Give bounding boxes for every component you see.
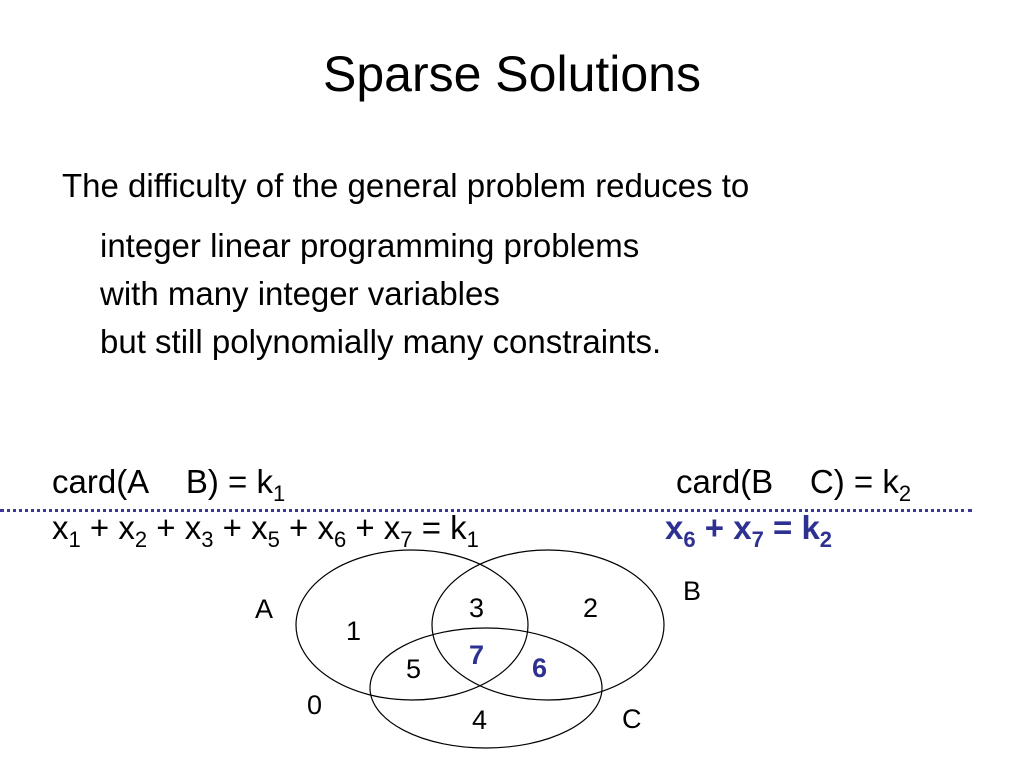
label-set-c: C	[622, 704, 642, 734]
sum2-x6: $x_6$	[665, 509, 696, 552]
sum-equation-k1: $x_1 + x_2 + x_3 + x_5 + x_6 + x_7 = k_1$	[52, 509, 479, 552]
sum1-x7: $x_7$	[383, 509, 413, 552]
sum1-x2: $x_2$	[118, 509, 148, 552]
region-1: 1	[346, 616, 362, 646]
sum1-x3: $x_3$	[184, 509, 214, 552]
bullet-line-2: with many integer variables	[100, 275, 500, 312]
sum1-rhs: $k_1$	[450, 509, 479, 552]
region-4: 4	[472, 705, 488, 735]
card-bc-prefix: card(B	[676, 463, 774, 500]
bullet-line-1: integer linear programming problems	[100, 227, 640, 264]
label-set-a: A	[255, 594, 274, 624]
card-ab-suffix: B) = k	[185, 463, 273, 500]
label-set-b: B	[683, 576, 702, 606]
card-ab-subscript: 1	[273, 481, 286, 506]
slide-title: Sparse Solutions	[322, 46, 701, 102]
sum2-rhs: $k_2$	[801, 509, 833, 552]
sum2-x7: $x_7$	[733, 509, 764, 552]
region-6: 6	[532, 653, 548, 683]
card-bc-suffix: C) = k	[809, 463, 899, 500]
sum1-x6: $x_6$	[317, 509, 347, 552]
sum1-x5: $x_5$	[251, 509, 280, 552]
region-2: 2	[583, 593, 599, 623]
bullet-line-3: but still polynomially many constraints.	[100, 323, 662, 360]
sum-equation-k2: $x_6 + x_7 = k_2$	[665, 509, 833, 552]
region-3: 3	[469, 593, 485, 623]
region-0: 0	[307, 690, 323, 720]
set-b-ellipse	[432, 550, 664, 700]
region-7: 7	[469, 640, 485, 670]
card-bc-subscript: 2	[898, 481, 912, 506]
region-5: 5	[406, 654, 422, 684]
intro-text: The difficulty of the general problem reduces to	[62, 167, 750, 204]
card-ab-prefix: card(A	[52, 463, 150, 500]
sum1-x1: $x_1$	[52, 509, 81, 552]
